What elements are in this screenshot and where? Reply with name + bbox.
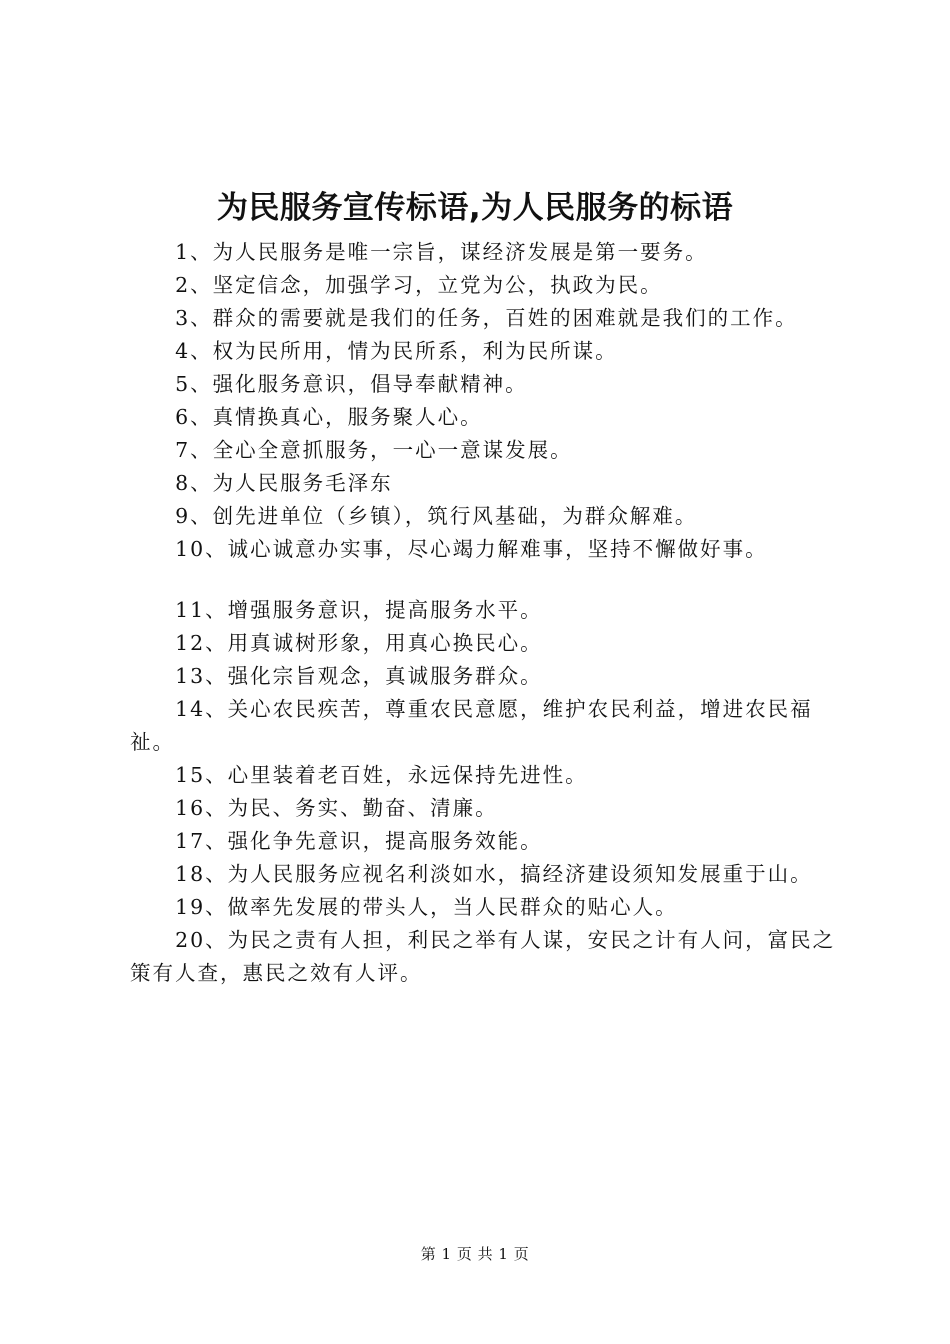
slogan-item-13: 13、强化宗旨观念，真诚服务群众。 xyxy=(175,664,543,688)
slogan-item-19: 19、做率先发展的带头人，当人民群众的贴心人。 xyxy=(175,895,678,919)
slogan-item-7: 7、全心全意抓服务，一心一意谋发展。 xyxy=(175,438,573,462)
slogan-list xyxy=(130,236,852,990)
slogan-item-6: 6、真情换真心，服务聚人心。 xyxy=(175,405,483,429)
slogan-item-17: 17、强化争先意识，提高服务效能。 xyxy=(175,829,543,853)
slogan-item-11: 11、增强服务意识，提高服务水平。 xyxy=(175,598,543,622)
slogan-item-12: 12、用真诚树形象，用真心换民心。 xyxy=(175,631,543,655)
slogan-item-3: 3、群众的需要就是我们的任务，百姓的困难就是我们的工作。 xyxy=(175,306,798,330)
slogan-item-9: 9、创先进单位（乡镇），筑行风基础，为群众解难。 xyxy=(175,504,698,528)
slogan-item-16: 16、为民、务实、勤奋、清廉。 xyxy=(175,796,498,820)
slogan-item-5: 5、强化服务意识，倡导奉献精神。 xyxy=(175,372,528,396)
document-title: 为民服务宣传标语,为人民服务的标语 xyxy=(216,190,734,226)
slogan-item-10: 10、诚心诚意办实事，尽心竭力解难事，坚持不懈做好事。 xyxy=(175,537,768,561)
slogan-item-1: 1、为人民服务是唯一宗旨，谋经济发展是第一要务。 xyxy=(175,240,708,264)
paragraph-gap xyxy=(130,566,852,594)
slogan-item-20: 20、为民之责有人担，利民之举有人谋，安民之计有人问，富民之策有人查，惠民之效有人评。 xyxy=(130,928,836,985)
slogan-item-4: 4、权为民所用，情为民所系，利为民所谋。 xyxy=(175,339,618,363)
slogan-item-2: 2、坚定信念，加强学习，立党为公，执政为民。 xyxy=(175,273,663,297)
slogan-item-8: 8、为人民服务毛泽东 xyxy=(175,471,393,495)
slogan-item-15: 15、心里装着老百姓，永远保持先进性。 xyxy=(175,763,588,787)
page-number-footer: 第 1 页 共 1 页 xyxy=(420,1245,530,1263)
slogan-item-14: 14、关心农民疾苦，尊重农民意愿，维护农民利益，增进农民福祉。 xyxy=(130,697,813,754)
slogan-item-18: 18、为人民服务应视名利淡如水，搞经济建设须知发展重于山。 xyxy=(175,862,813,886)
